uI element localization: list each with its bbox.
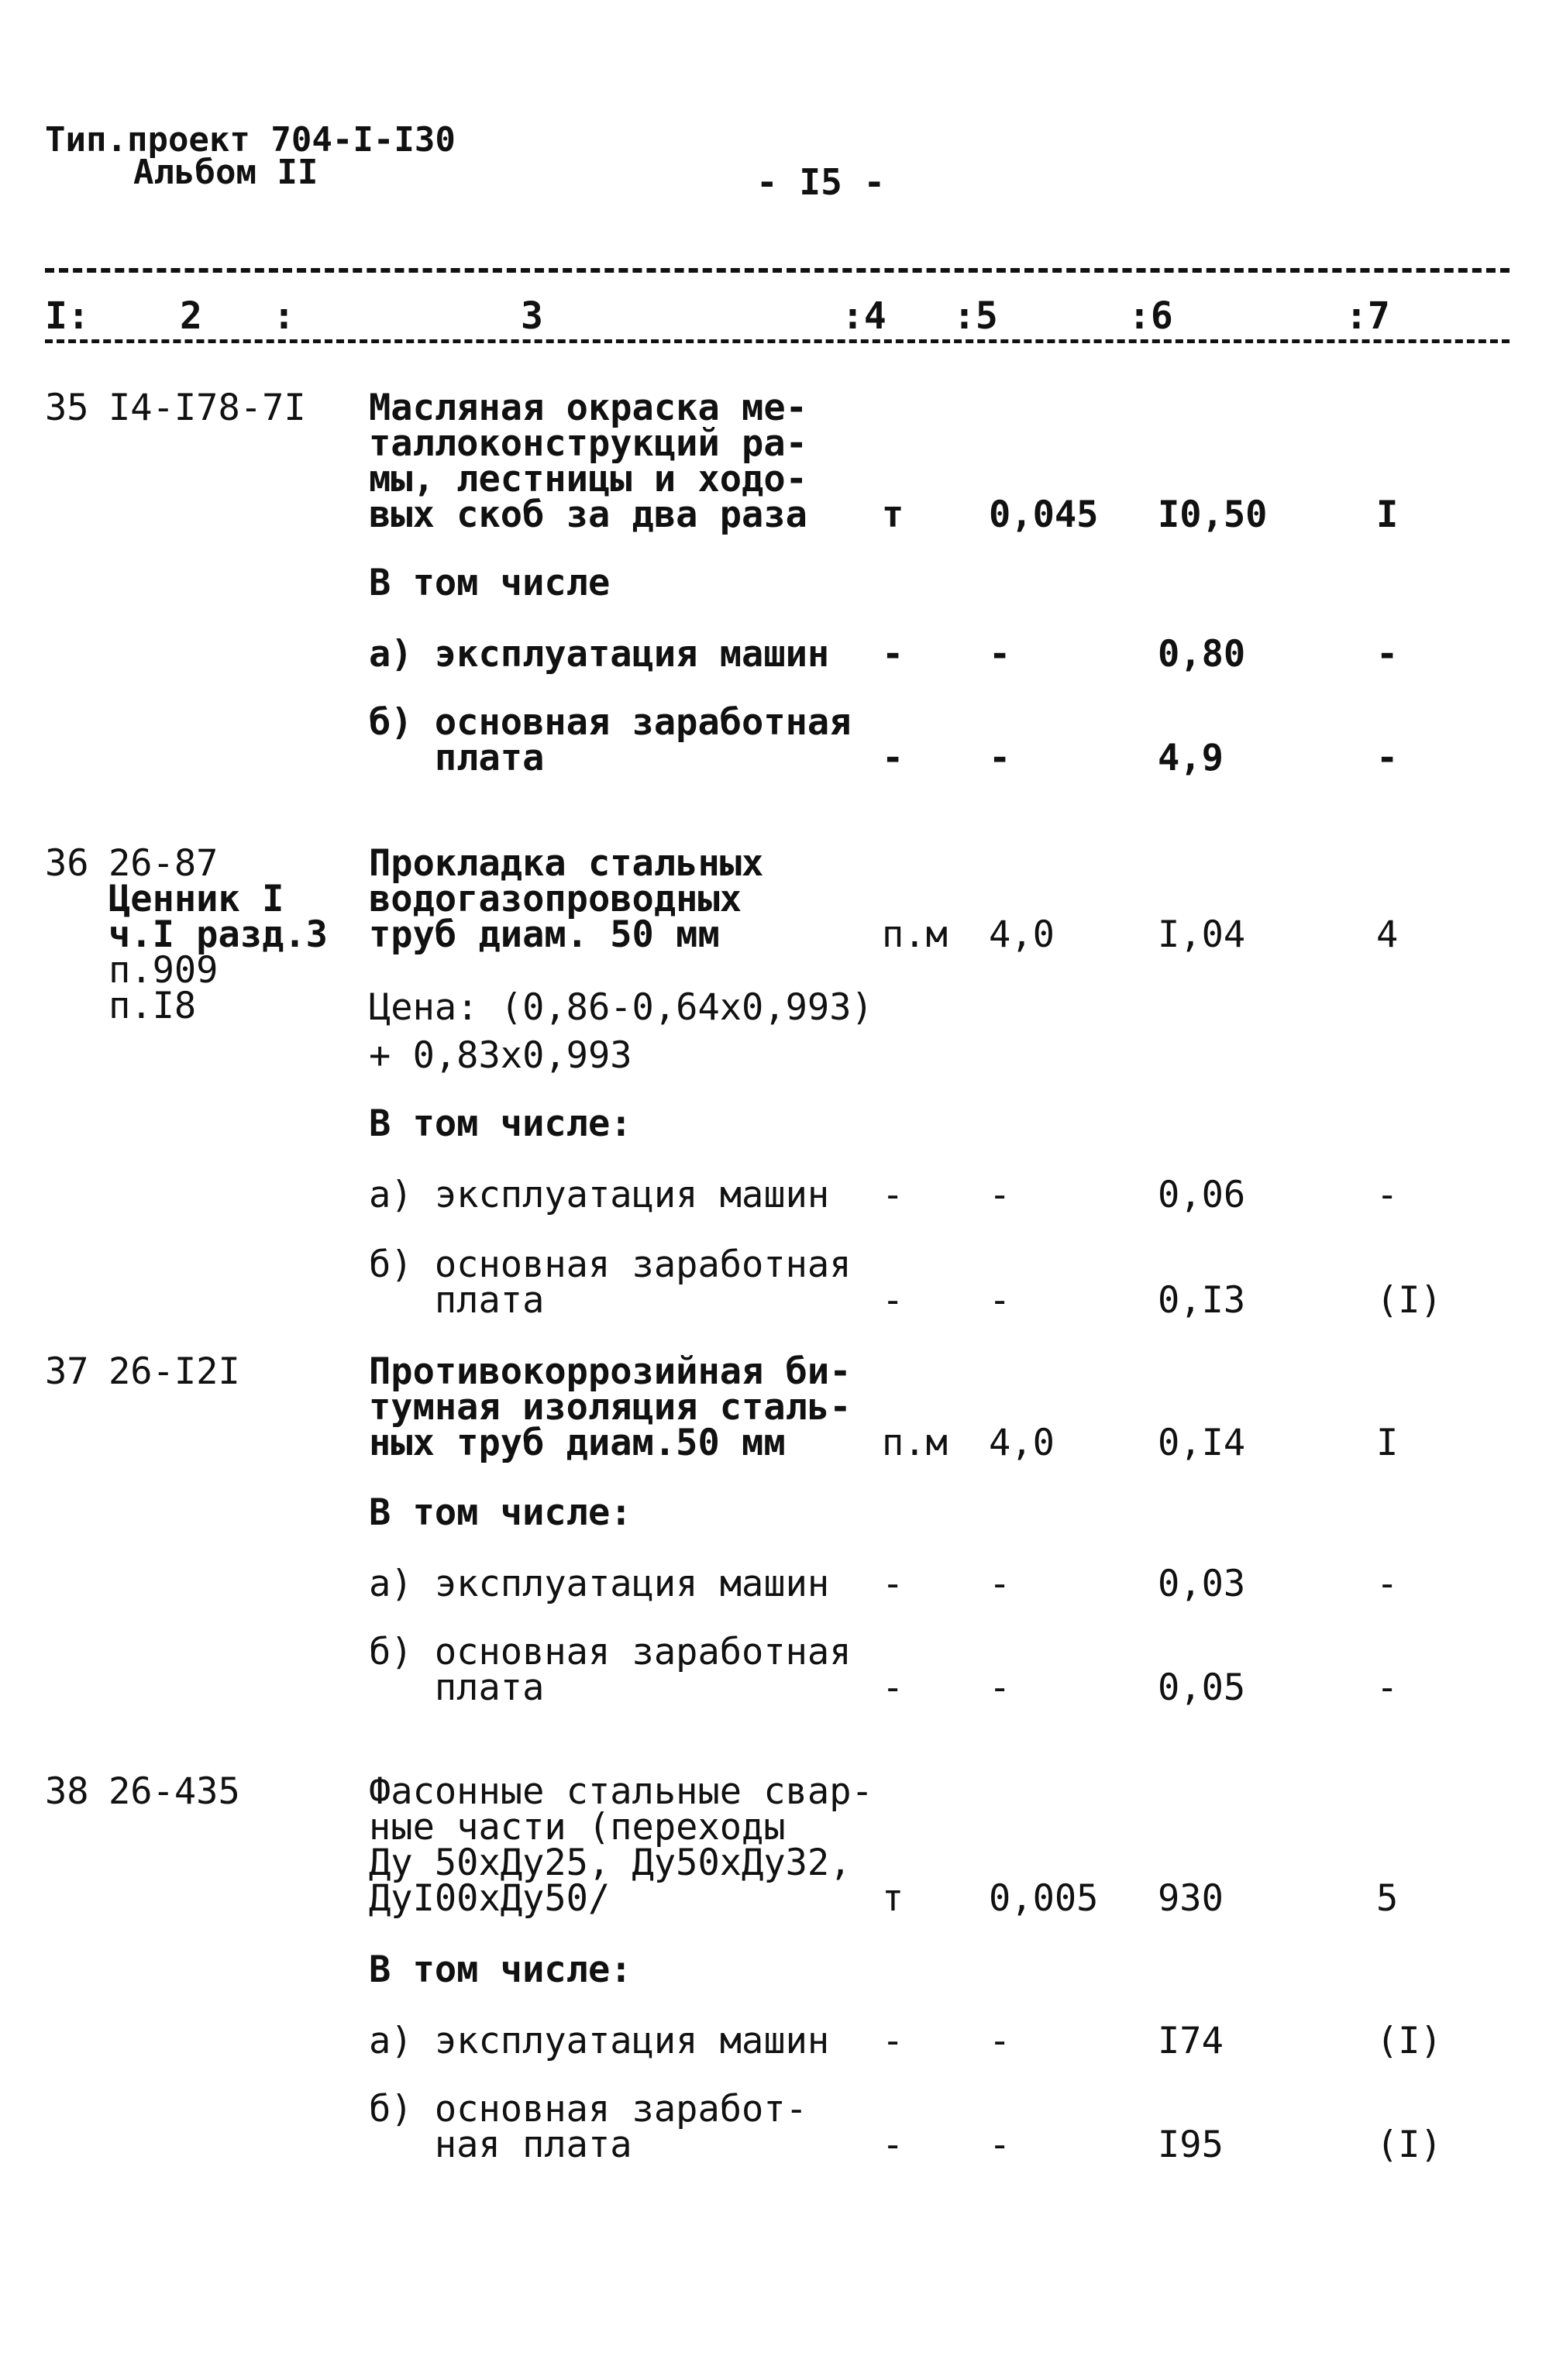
item-col7: 5 bbox=[1376, 1877, 1399, 1920]
price-formula: + 0,83х0,993 bbox=[369, 1034, 632, 1077]
item-description: Прокладка стальных bbox=[369, 842, 764, 885]
item-description: водогазопроводных bbox=[369, 878, 742, 920]
item-price: 0,I4 bbox=[1158, 1422, 1246, 1464]
top-dashed-rule bbox=[45, 268, 1510, 273]
item-code: 26-435 bbox=[108, 1770, 240, 1813]
breakdown-price: 0,80 bbox=[1158, 633, 1246, 676]
breakdown-qty: - bbox=[989, 2020, 1011, 2062]
breakdown-qty: - bbox=[989, 2124, 1011, 2166]
item-number: 35 bbox=[45, 387, 89, 429]
album-title: Альбом II bbox=[133, 153, 318, 192]
breakdown-unit: - bbox=[882, 1666, 904, 1709]
item-description: труб диам. 50 мм bbox=[369, 913, 720, 956]
item-unit: т bbox=[882, 1877, 904, 1920]
item-description: тумная изоляция сталь- bbox=[369, 1386, 852, 1429]
item-code: 26-87 bbox=[108, 842, 219, 885]
breakdown-qty: - bbox=[989, 1174, 1011, 1216]
item-code: ч.I разд.3 bbox=[108, 913, 328, 956]
col-header-3: 3 bbox=[521, 294, 543, 338]
breakdown-unit: - bbox=[882, 1174, 904, 1216]
breakdown-wages-label: плата bbox=[369, 737, 545, 779]
col-header-4: :4 bbox=[842, 294, 886, 338]
breakdown-col7: - bbox=[1376, 737, 1399, 779]
breakdown-unit: - bbox=[882, 1563, 904, 1605]
item-code: I4-I78-7I bbox=[108, 387, 306, 429]
breakdown-price: 0,06 bbox=[1158, 1174, 1246, 1216]
col-header-sep: : bbox=[273, 294, 295, 338]
breakdown-col7: - bbox=[1376, 1563, 1399, 1605]
breakdown-wages-label: плата bbox=[369, 1279, 545, 1322]
breakdown-wages-label: б) основная заработная bbox=[369, 1631, 852, 1673]
breakdown-price: I95 bbox=[1158, 2124, 1224, 2166]
item-code: Ценник I bbox=[108, 878, 284, 920]
item-price: I,04 bbox=[1158, 913, 1246, 956]
item-quantity: 4,0 bbox=[989, 1422, 1055, 1464]
item-description: ДуI00хДу50/ bbox=[369, 1877, 611, 1920]
item-unit: п.м bbox=[882, 913, 948, 956]
col-header-2: 2 bbox=[180, 294, 202, 338]
page-number: - I5 - bbox=[756, 161, 886, 203]
item-price: I0,50 bbox=[1158, 494, 1268, 536]
item-unit: т bbox=[882, 494, 904, 536]
col-header-7: :7 bbox=[1345, 294, 1390, 338]
header-dashed-rule bbox=[45, 339, 1510, 343]
breakdown-machines-label: а) эксплуатация машин bbox=[369, 1174, 830, 1216]
item-code: 26-I2I bbox=[108, 1350, 240, 1393]
breakdown-label: В том числе: bbox=[369, 1102, 632, 1145]
item-description: вых скоб за два раза bbox=[369, 494, 807, 536]
breakdown-machines-label: а) эксплуатация машин bbox=[369, 633, 830, 676]
item-description: Фасонные стальные свар- bbox=[369, 1770, 873, 1813]
project-title: Тип.проект 704-I-I30 bbox=[45, 120, 456, 160]
breakdown-unit: - bbox=[882, 1279, 904, 1322]
breakdown-qty: - bbox=[989, 1666, 1011, 1709]
price-formula: Цена: (0,86-0,64х0,993) bbox=[369, 986, 873, 1029]
breakdown-wages-label: б) основная заработ- bbox=[369, 2088, 807, 2131]
breakdown-qty: - bbox=[989, 633, 1011, 676]
breakdown-qty: - bbox=[989, 1279, 1011, 1322]
breakdown-wages-label: б) основная заработная bbox=[369, 701, 852, 744]
breakdown-col7: (I) bbox=[1376, 1279, 1442, 1322]
item-number: 37 bbox=[45, 1350, 89, 1393]
item-quantity: 4,0 bbox=[989, 913, 1055, 956]
breakdown-wages-label: б) основная заработная bbox=[369, 1243, 852, 1286]
item-description: ных труб диам.50 мм bbox=[369, 1422, 786, 1464]
item-description: мы, лестницы и ходо- bbox=[369, 458, 807, 500]
item-description: Ду 50хДу25, Ду50хДу32, bbox=[369, 1842, 852, 1884]
item-code: п.I8 bbox=[108, 985, 197, 1027]
breakdown-machines-label: а) эксплуатация машин bbox=[369, 1563, 830, 1605]
breakdown-col7: - bbox=[1376, 1666, 1399, 1709]
item-description: Противокоррозийная би- bbox=[369, 1350, 852, 1393]
breakdown-unit: - bbox=[882, 633, 904, 676]
item-number: 36 bbox=[45, 842, 89, 885]
item-col7: 4 bbox=[1376, 913, 1399, 956]
breakdown-label: В том числе: bbox=[369, 1491, 632, 1534]
col-header-1: I: bbox=[45, 294, 90, 338]
breakdown-qty: - bbox=[989, 1563, 1011, 1605]
breakdown-label: В том числе bbox=[369, 562, 611, 604]
item-number: 38 bbox=[45, 1770, 89, 1813]
breakdown-price: 0,03 bbox=[1158, 1563, 1246, 1605]
breakdown-col7: - bbox=[1376, 1174, 1399, 1216]
breakdown-label: В том числе: bbox=[369, 1948, 632, 1991]
breakdown-qty: - bbox=[989, 737, 1011, 779]
breakdown-wages-label: ная плата bbox=[369, 2124, 632, 2166]
item-price: 930 bbox=[1158, 1877, 1224, 1920]
item-unit: п.м bbox=[882, 1422, 948, 1464]
item-code: п.909 bbox=[108, 949, 219, 992]
breakdown-price: I74 bbox=[1158, 2020, 1224, 2062]
item-quantity: 0,045 bbox=[989, 494, 1099, 536]
item-description: ные части (переходы bbox=[369, 1806, 786, 1849]
item-col7: I bbox=[1376, 494, 1399, 536]
breakdown-unit: - bbox=[882, 2020, 904, 2062]
breakdown-col7: - bbox=[1376, 633, 1399, 676]
breakdown-unit: - bbox=[882, 737, 904, 779]
breakdown-unit: - bbox=[882, 2124, 904, 2166]
breakdown-col7: (I) bbox=[1376, 2124, 1442, 2166]
item-col7: I bbox=[1376, 1422, 1399, 1464]
breakdown-col7: (I) bbox=[1376, 2020, 1442, 2062]
breakdown-price: 0,I3 bbox=[1158, 1279, 1246, 1322]
col-header-6: :6 bbox=[1128, 294, 1173, 338]
item-description: таллоконструкций ра- bbox=[369, 422, 807, 465]
col-header-5: :5 bbox=[953, 294, 998, 338]
item-quantity: 0,005 bbox=[989, 1877, 1099, 1920]
breakdown-machines-label: а) эксплуатация машин bbox=[369, 2020, 830, 2062]
breakdown-price: 4,9 bbox=[1158, 737, 1224, 779]
breakdown-wages-label: плата bbox=[369, 1666, 545, 1709]
breakdown-price: 0,05 bbox=[1158, 1666, 1246, 1709]
item-description: Масляная окраска ме- bbox=[369, 387, 807, 429]
